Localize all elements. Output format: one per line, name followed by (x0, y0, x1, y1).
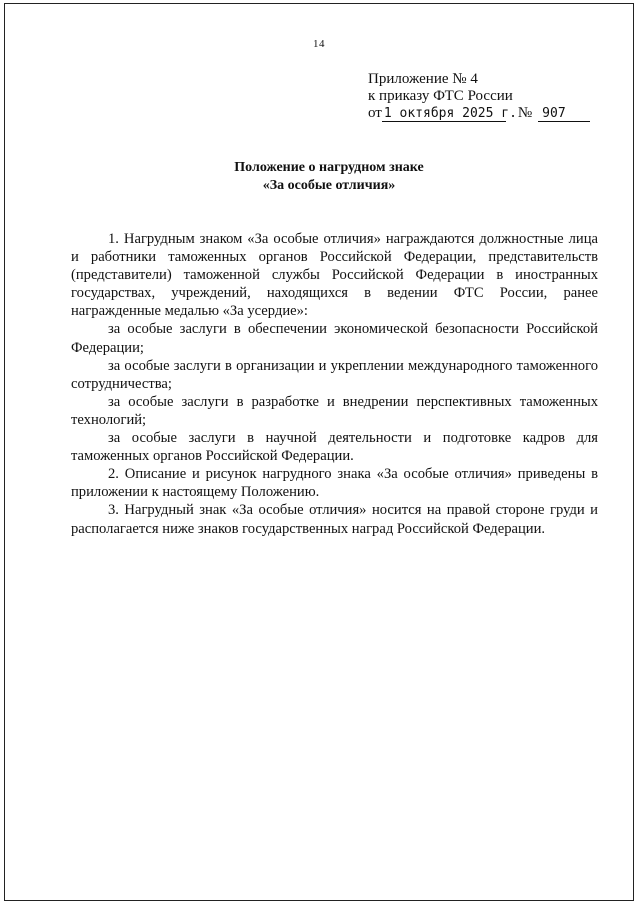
title-line-1: Положение о нагрудном знаке (234, 160, 424, 175)
appendix-order-ref: к приказу ФТС России (368, 88, 513, 104)
appendix-label: Приложение № 4 (368, 71, 478, 87)
document-title (5, 159, 633, 195)
page-number: 14 (313, 38, 325, 50)
paragraph: за особые заслуги в обеспечении экономической безопасности Российской Федерации; (71, 321, 598, 356)
paragraph: 3. Нагрудный знак «За особые отличия» носится на правой стороне груди и располагается ниже знаков государственных наград Российской Федерации. (71, 502, 598, 537)
number-sign: № (517, 105, 533, 121)
paragraph: за особые заслуги в разработке и внедрении перспективных таможенных технологий; (71, 393, 598, 428)
appendix-date-line (368, 105, 590, 122)
date-prefix: от (368, 105, 382, 121)
document-body (71, 230, 598, 538)
paragraph: 2. Описание и рисунок нагрудного знака «За особые отличия» приведены в приложении к настоящему Положению. (71, 466, 598, 501)
paragraph: 1. Нагрудным знаком «За особые отличия» награждаются должностные лица и работники таможенных органов Российской Федерации, представительств (представители) таможенной службы Российской Федерации в иностранных государствах, учреждений, находящихся в ведении ФТС России, ранее награжденные медалью «За усердие»: (71, 231, 598, 320)
appendix-header (368, 71, 590, 122)
order-date: 1 октября 2025 г. (383, 106, 517, 121)
paragraph: за особые заслуги в организации и укреплении международного таможенного сотрудничества; (71, 357, 598, 392)
order-number: 907 (538, 106, 590, 122)
document-page (4, 3, 634, 901)
paragraph: за особые заслуги в научной деятельности и подготовке кадров для таможенных органов Российской Федерации. (71, 430, 598, 465)
title-line-2: «За особые отличия» (262, 178, 396, 193)
